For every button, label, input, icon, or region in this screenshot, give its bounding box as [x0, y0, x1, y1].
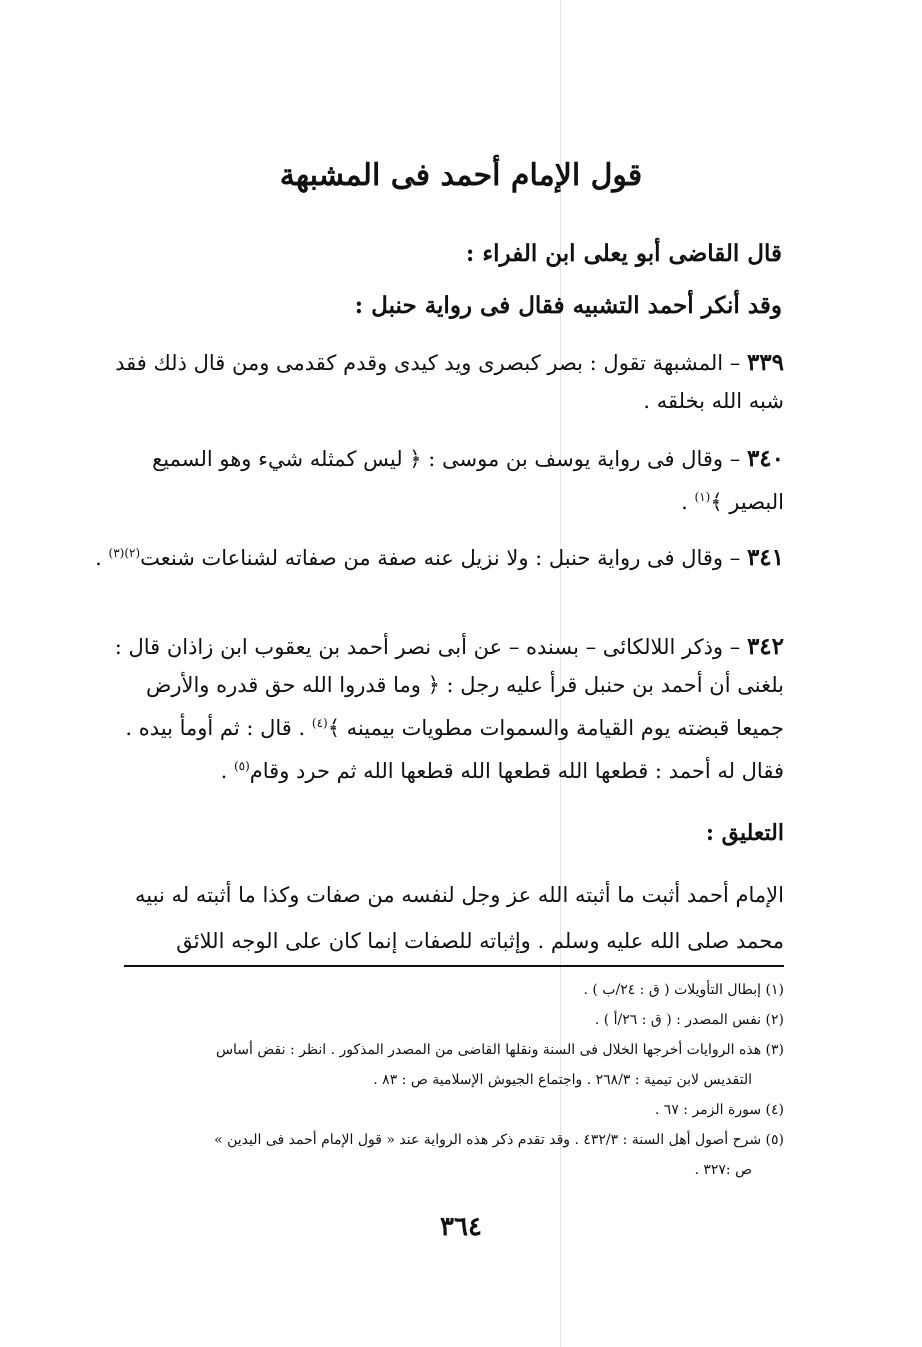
footnote-text: إبطال التأويلات ( ق : ٢٤/ب ) .: [583, 982, 762, 998]
entry-342: [92, 628, 784, 790]
page-number: ٣٦٤: [440, 1212, 482, 1242]
footnote-1: [92, 975, 784, 1005]
intro-line-2: وقد أنكر أحمد التشبيه فقال فى رواية حنبل :: [354, 292, 782, 319]
entry-end: .: [95, 546, 109, 570]
footnote-text: سورة الزمر : ٦٧ .: [654, 1102, 762, 1118]
footnote-2: [92, 1005, 784, 1035]
entry-text: – وقال فى رواية يوسف بن موسى : ﴿ ليس كمثله شيء وهو السميع البصير ﴾: [152, 447, 784, 514]
entry-text-continued: . قال : ثم أومأ بيده . فقال له أحمد : قطعها الله قطعها الله قطعها الله ثم حرد وقام: [125, 716, 784, 783]
footnote-ref: (٤): [311, 716, 328, 730]
entry-number: ٣٤٠: [746, 445, 784, 472]
footnote-text: شرح أصول أهل السنة : ٤٣٢/٣ . وقد تقدم ذكر هذه الرواية عند « قول الإمام أحمد فى اليدين »: [214, 1132, 762, 1148]
footnote-label: (٤): [765, 1102, 784, 1118]
entry-number: ٣٣٩: [746, 349, 784, 376]
entry-end: .: [220, 759, 234, 783]
footnote-text: نفس المصدر : ( ق : ٢٦/أ ) .: [594, 1012, 762, 1028]
entry-text: – المشبهة تقول : بصر كبصرى ويد كيدى وقدم كقدمى ومن قال ذلك فقد شبه الله بخلقه .: [115, 351, 784, 413]
footnote-ref: (٢)(٣): [108, 546, 141, 560]
footnote-4: [92, 1095, 784, 1125]
footnote-label: (٥): [765, 1132, 784, 1148]
footnote-label: (٣): [765, 1042, 784, 1058]
footnote-text: هذه الروايات أخرجها الخلال فى السنة ونقلها القاضى من المصدر المذكور . انظر : نقض أساس: [215, 1042, 762, 1058]
footnote-label: (١): [765, 982, 784, 998]
footnote-divider: [124, 965, 784, 967]
entry-text: – وذكر اللالكائى – بسنده – عن أبى نصر أحمد بن يعقوب ابن زاذان قال : بلغنى أن أحمد بن حنبل قرأ عليه رجل : ﴿ وما قدروا الله حق قدره والأرض جميعا قبضته يوم القيامة والسموات مطويات بيمينه ﴾: [114, 635, 784, 740]
footnote-3: [92, 1035, 784, 1065]
entry-339: [92, 344, 784, 420]
footnote-ref: (٥): [233, 759, 250, 773]
footnote-3-continued: التقديس لابن تيمية : ٢٦٨/٣ . واجتماع الجيوش الإسلامية ص : ٨٣ .: [373, 1072, 752, 1088]
commentary-text: الإمام أحمد أثبت ما أثبته الله عز وجل لنفسه من صفات وكذا ما أثبته له نبيه محمد صلى الله عليه وسلم . وإثباته للصفات إنما كان على الوجه اللائق: [135, 883, 784, 953]
chapter-title: قول الإمام أحمد فى المشبهة: [279, 158, 643, 193]
entry-number: ٣٤٢: [746, 633, 784, 660]
entry-number: ٣٤١: [746, 544, 784, 571]
footnotes: [92, 975, 784, 1185]
intro-line-1: قال القاضى أبو يعلى ابن الفراء :: [465, 240, 782, 267]
footnote-label: (٢): [765, 1012, 784, 1028]
entry-end: .: [681, 490, 695, 514]
footnote-ref: (١): [694, 490, 711, 504]
commentary-heading: التعليق :: [705, 820, 784, 846]
footnote-5-continued: ص :٣٢٧ .: [694, 1162, 752, 1178]
entry-text: – وقال فى رواية حنبل : ولا نزيل عنه صفة من صفاته لشناعات شنعت: [140, 546, 741, 570]
footnote-5: [92, 1125, 784, 1155]
entry-341: [92, 534, 784, 577]
entry-340: [92, 440, 784, 521]
